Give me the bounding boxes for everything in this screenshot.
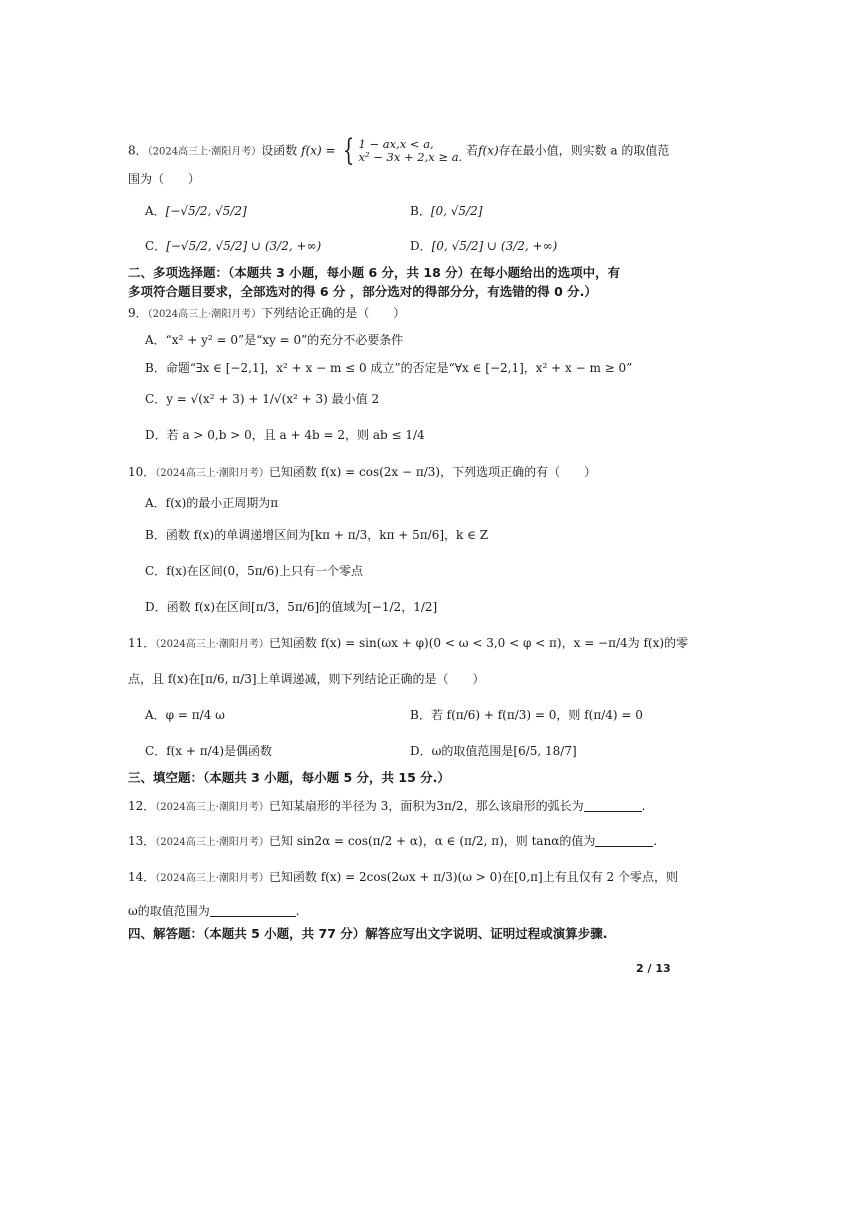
- q9-option-d: D．若 a > 0,b > 0，且 a + 4b = 2，则 ab ≤ 1/4: [145, 428, 425, 442]
- q8-line2: 围为（ ）: [128, 172, 201, 186]
- q8-piecewise: { 1 − ax,x < a, x² − 3x + 2,x ≥ a.: [343, 133, 463, 168]
- q10-stem: 10．（2024高三上·潮阳月考）已知函数 f(x) = cos(2x − π/3)，下列选项正确的有（ ）: [128, 465, 597, 479]
- q8-option-b: B．[0, √5/2]: [410, 204, 483, 218]
- q14-line2: ω的取值范围为 .: [128, 904, 300, 918]
- q12-answer-blank[interactable]: [584, 799, 642, 812]
- section2-heading-line1: 二、多项选择题：（本题共 3 小题，每小题 6 分，共 18 分）在每小题给出的选项中，有: [128, 265, 621, 280]
- q10-option-d: D．函数 f(x)在区间[π/3，5π/6]的值域为[−1/2，1/2]: [145, 600, 438, 614]
- q8-option-d: D．[0, √5/2] ∪ (3/2, +∞): [410, 239, 558, 253]
- section2-heading-line2: 多项符合题目要求，全部选对的得 6 分 ，部分选对的得部分分，有选错的得 0 分.）: [128, 284, 597, 299]
- q9-option-b: B．命题“∃x ∈ [−2,1]，x² + x − m ≤ 0 成立”的否定是“∀x ∈ [−2,1]，x² + x − m ≥ 0”: [145, 361, 633, 375]
- q8-source: （2024高三上·潮阳月考）: [147, 146, 262, 158]
- q8-line1: 8．（2024高三上·潮阳月考）设函数 f(x) = { 1 − ax,x < a, x² − 3x + 2,x ≥ a. 若f(x)存在最小值，则实数 a 的取值范: [128, 133, 670, 168]
- q9-option-c: C．y = √(x² + 3) + 1/√(x² + 3) 最小值 2: [145, 392, 380, 406]
- q13-stem: 13．（2024高三上·潮阳月考）已知 sin2α = cos(π/2 + α)，α ∈ (π/2, π)，则 tanα的值为 .: [128, 834, 658, 848]
- q11-line2: 点，且 f(x)在[π/6, π/3]上单调递减，则下列结论正确的是（ ）: [128, 672, 485, 686]
- q8-option-c: C．[−√5/2, √5/2] ∪ (3/2, +∞): [145, 239, 322, 253]
- q14-line1: 14．（2024高三上·潮阳月考）已知函数 f(x) = 2cos(2ωx + π/3)(ω > 0)在[0,π]上有且仅有 2 个零点，则: [128, 870, 678, 884]
- q9-option-a: A．“x² + y² = 0”是“xy = 0”的充分不必要条件: [145, 333, 404, 347]
- page-number: 2 / 13: [636, 962, 671, 975]
- q11-line1: 11．（2024高三上·潮阳月考）已知函数 f(x) = sin(ωx + φ)(0 < ω < 3,0 < φ < π)，x = −π/4为 f(x)的零: [128, 636, 689, 650]
- q12-stem: 12．（2024高三上·潮阳月考）已知某扇形的半径为 3，面积为3π/2，那么该扇形的弧长为 .: [128, 799, 646, 813]
- q10-option-b: B．函数 f(x)的单调递增区间为[kπ + π/3，kπ + 5π/6]，k ∈ Z: [145, 528, 489, 542]
- section4-heading: 四、解答题：（本题共 5 小题，共 77 分）解答应写出文字说明、证明过程或演算步骤.: [128, 926, 608, 941]
- section3-heading: 三、填空题：（本题共 3 小题，每小题 5 分，共 15 分.）: [128, 770, 450, 785]
- q9-stem: 9．（2024高三上·潮阳月考）下列结论正确的是（ ）: [128, 306, 406, 320]
- q14-answer-blank[interactable]: [210, 904, 296, 917]
- q13-answer-blank[interactable]: [595, 834, 653, 847]
- q8-option-a: A．[−√5/2, √5/2]: [145, 204, 247, 218]
- q8-fx: f(x) =: [301, 143, 336, 158]
- q11-option-a: A．φ = π/4 ω: [145, 708, 225, 722]
- q11-option-b: B．若 f(π/6) + f(π/3) = 0，则 f(π/4) = 0: [410, 708, 643, 722]
- q11-option-c: C．f(x + π/4)是偶函数: [145, 744, 273, 758]
- q10-option-a: A．f(x)的最小正周期为π: [145, 496, 279, 510]
- q11-option-d: D．ω的取值范围是[6/5, 18/7]: [410, 744, 577, 758]
- q10-option-c: C．f(x)在区间(0，5π/6)上只有一个零点: [145, 564, 363, 578]
